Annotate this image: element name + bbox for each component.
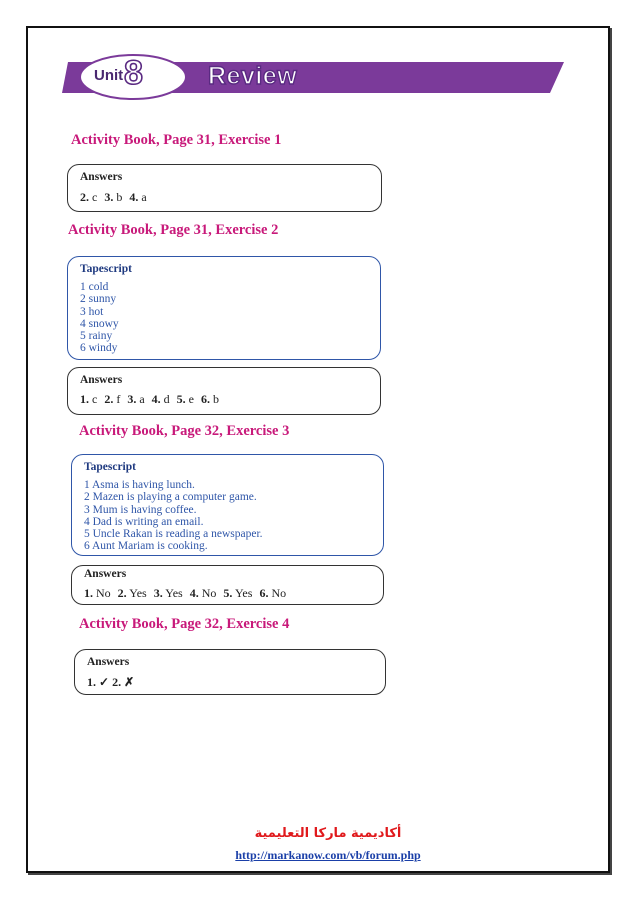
tapescript-label: Tapescript — [84, 461, 136, 473]
tapescript-label: Tapescript — [80, 263, 132, 275]
page-border — [26, 26, 610, 873]
review-title: Review — [208, 62, 298, 90]
answer-item: 3. Yes — [153, 586, 183, 600]
answers-box — [71, 565, 384, 605]
answer-item: 1. ✓ — [87, 675, 110, 689]
answer-item: 2. c — [80, 190, 98, 204]
tapescript-line: 5 Uncle Rakan is reading a newspaper. — [84, 528, 263, 541]
footer-arabic-title: أكاديمية ماركا التعليمية — [254, 826, 402, 841]
answers-box — [67, 164, 382, 212]
tapescript-line: 3 hot — [80, 305, 104, 318]
tapescript-line: 6 windy — [80, 342, 118, 355]
answers-label: Answers — [87, 656, 130, 668]
answers-box — [67, 367, 381, 415]
answer-item: 4. a — [129, 190, 147, 204]
section-heading: Activity Book, Page 31, Exercise 1 — [71, 132, 282, 148]
answer-item: 1. c — [80, 392, 98, 406]
tapescript-line: 2 sunny — [80, 293, 117, 306]
answers-list — [84, 586, 293, 601]
answer-item: 4. No — [189, 586, 217, 600]
answers-list — [80, 392, 226, 407]
answer-item: 6. b — [200, 392, 219, 406]
unit-number: 8 — [124, 54, 143, 92]
tapescript-line: 1 Asma is having lunch. — [84, 479, 195, 491]
unit-label: Unit — [94, 67, 124, 84]
section-heading: Activity Book, Page 32, Exercise 4 — [79, 616, 290, 632]
answer-item: 2. Yes — [117, 586, 147, 600]
tapescript-line: 1 cold — [80, 281, 109, 293]
section-heading: Activity Book, Page 32, Exercise 3 — [79, 423, 290, 439]
answers-label: Answers — [80, 171, 123, 183]
tapescript-line: 4 Dad is writing an email. — [84, 515, 204, 528]
answer-item: 3. a — [127, 392, 145, 406]
answer-item: 1. No — [84, 586, 111, 600]
answers-list — [80, 190, 154, 205]
answer-item: 5. e — [176, 392, 194, 406]
answer-item: 5. Yes — [223, 586, 253, 600]
answers-box — [74, 649, 386, 695]
tapescript-line: 3 Mum is having coffee. — [84, 503, 197, 516]
tapescript-line: 4 snowy — [80, 317, 119, 330]
tapescript-line: 2 Mazen is playing a computer game. — [84, 491, 257, 504]
answer-item: 6. No — [259, 586, 287, 600]
tapescript-box — [71, 454, 384, 556]
answers-label: Answers — [84, 568, 127, 580]
tapescript-list — [84, 479, 263, 553]
answers-label: Answers — [80, 374, 123, 386]
answer-item: 2. f — [104, 392, 121, 406]
tapescript-list — [80, 281, 119, 355]
footer-link[interactable]: http://markanow.com/vb/forum.php — [235, 848, 421, 862]
tapescript-line: 5 rainy — [80, 330, 113, 343]
answer-item: 3. b — [104, 190, 123, 204]
tapescript-line: 6 Aunt Mariam is cooking. — [84, 540, 208, 553]
answers-list — [87, 675, 141, 690]
tapescript-box — [67, 256, 381, 360]
answer-item: 4. d — [151, 392, 170, 406]
section-heading: Activity Book, Page 31, Exercise 2 — [68, 222, 279, 238]
answer-item: 2. ✗ — [112, 675, 135, 689]
